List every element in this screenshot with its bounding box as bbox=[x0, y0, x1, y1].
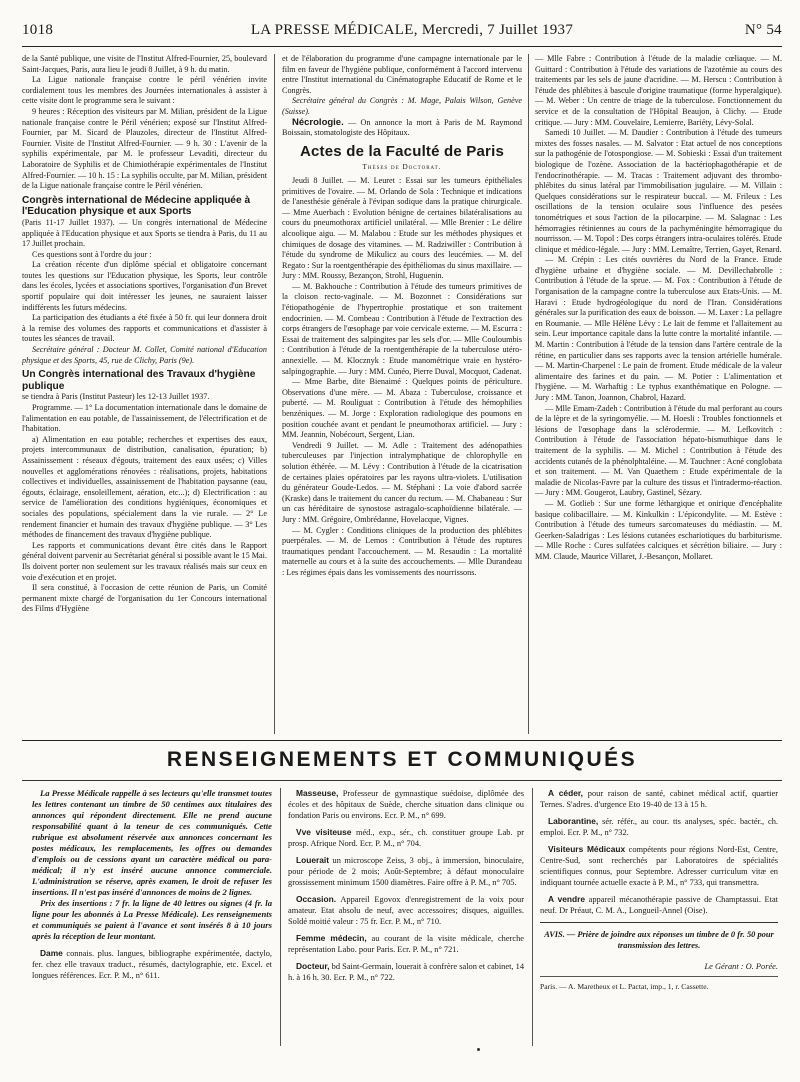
ad-lead: Occasion. bbox=[296, 894, 337, 904]
classified-ad bbox=[288, 855, 524, 888]
column-divider bbox=[280, 788, 281, 1046]
paragraph: de la Santé publique, une visite de l'Institut Alfred-Fournier, 25, boulevard Saint-Jacques, Paris, aura lieu le jeudi 8 Juillet, à 9 h. du matin. bbox=[22, 54, 267, 74]
running-header bbox=[22, 18, 782, 40]
paragraph: Les rapports et communications devant être cités dans le Rapport général doivent parvenir au Secrétariat général si possible avant le 15 Mai. Ils doivent porter non seulement sur les travaux réalisés mais sur ceux en voie d'exécution et en projet. bbox=[22, 540, 267, 582]
ad-lead: Masseuse, bbox=[296, 788, 339, 798]
theses-subhead: Thèses de Doctorat. bbox=[362, 163, 442, 172]
page-number: 1018 bbox=[22, 22, 54, 38]
headline-sports-congress: Congrès international de Médecine appliquée à l'Education physique et aux Sports bbox=[22, 194, 251, 218]
ad-text: au courant de la visite médicale, cherche représentation Labo. pour Paris. Ecr. P. M., n° 721. bbox=[288, 934, 524, 954]
ad-lead: Dame bbox=[40, 948, 63, 958]
headline-hygiene-congress: Un Congrès international des Travaux d'hygiène publique bbox=[22, 369, 256, 392]
paragraph: Secrétaire général : Docteur M. Collet, Comité national d'Education physique et des Sports, 45, rue de Clichy, Paris (9e). bbox=[22, 345, 267, 365]
ad-text: bd Saint-Germain, louerait à confrère salon et cabinet, 14 h. à 16 h. 30. Ecr. P. M., n° 722. bbox=[288, 962, 524, 982]
obituary bbox=[282, 118, 522, 139]
paragraph: — M. Crépin : Les cités ouvrières du Nord de la France. Etude d'hygiène urbaine et d'hygiène sociale. — M. Devillechabrolle : Contribution à l'étude de la sprue. — M. Fox : Contribution à l'étude de l'organisation de la campagne contre la tuberculose aux Etats-Unis. — M. Haravi : Etude hydrogéologique du nord de l'Iran. Considérations générales sur la purification des eaux de boisson. — M. Laxer : La pellagre en Roumanie. — Mlle Hélène Lévy : Le lait de femme et l'allaitement au sein. Leur importance capitale dans la lutte contre la mortalité infantile. — M. Martin : Contribution à l'étude de la tension dans l'artère centrale de la rétine, en particulier dans ses rapports avec la tension artérielle humérale. — M. Martin-Charpenel : Le pain de froment. Etude médicale de la valeur alimentaire des farines et du pain. — M. Potier : L'alimentation et l'hygiène. — M. Warhaftig : Le typhus exanthématique en Pologne. — Jury : MM. Tanon, Joannon, Chabrol, Hazard. bbox=[535, 255, 782, 402]
journal-title: LA PRESSE MÉDICALE, Mercredi, 7 Juillet 1937 bbox=[250, 22, 574, 38]
obituary-text: — On annonce la mort à Paris de M. Raymond Boissain, stomatologiste des Hôpitaux. bbox=[282, 117, 522, 138]
ad-text: un microscope Zeiss, 3 obj., à immersion, binoculaire, pour période de 2 mois; Août-Septembre; à défaut monoculaire grossissement minimum 1500 diamètres. Faire offre à P. M., n° 705. bbox=[288, 856, 524, 887]
paragraph: 9 heures : Réception des visiteurs par M. Milian, président de la Ligue nationale française contre le Péril vénérien; exposé sur l'Institut Alfred-Fournier, par M. Sicard de Plauzoles, directeur de l'Institut Alfred-Fournier. Visite de l'Institut Alfred-Fournier. — 9 h. 30 : L'avenir de la syphilis expérimentale, par M. le professeur Levaditi, directeur du Laboratoire de Syphilis et de Chimiothérapie expérimentales de l'Institut Alfred-Fournier. — 10 h. 15 : La syphilis occulte, par M. Milian, président de la Ligue nationale française contre le Péril vénérien. bbox=[22, 106, 267, 191]
paragraph: — M. Bakhouche : Contribution à l'étude des tumeurs primitives de la cloison recto-vaginale. — M. Bozonnet : Considérations sur l'étiopathogénie de l'hypertrophie prostatique et son traitement endocrinien. — M. Combeau : Contribution à l'étude de l'extraction des corps étrangers de l'œsophage par voie cervicale externe. — M. Escurra : Essai de traitement des salpingites par les sels d'or. — Mlle Couloumbis : Contribution à l'étude de la roentgenthérapie de la tuberculose utéro-annexielle. — M. Klocznyk : Etude manométrique vraie en hystéro-salpingographie. — Jury : MM. Cunéo, Pierre Duval, Mocquot, Cadenat. bbox=[282, 281, 522, 376]
ad-text: Appareil Egovox d'enregistrement de la voix pour amateur. Etat absolu de neuf, avec accessoires; disques, aiguilles. Soldé moitié valeur : 75 fr. Ecr. P. M., n° 710. bbox=[288, 895, 524, 926]
paragraph: a) Alimentation en eau potable; recherches et expertises des eaux, projets intercommunaux de distribution, canalisation, épuration; b) Assainissement : réseaux d'égouts, traitement des eaux usées; c) Villes nouvelles et agglomérations rénovées : réalisations, projets, habitations collectives et individuelles, assainissement de l'habitation paysanne (eau, égouts, éclairage, ensoleillement, aération, etc...); d) Electrification : au service de l'amélioration des conditions hygiéniques, économiques et sociales des populations, spécialement dans la vie rurale. — 2° Le rendement financier et humain des travaux d'hygiène publique. — 3° Les méthodes de financement des travaux d'hygiène publique. bbox=[22, 434, 267, 540]
classified-ad bbox=[540, 844, 778, 888]
prices-text: Prix des insertions : 7 fr. la ligne de 40 lettres ou signes (4 fr. la ligne pour les abonnés à La Presse Médicale). Les renseignements et communiqués se paient à l'avance et sont insérés 8 à 10 jours après la réception de leur montant. bbox=[32, 898, 272, 941]
classified-ad bbox=[540, 816, 778, 838]
gerant-line: Le Gérant : O. Porée. bbox=[540, 961, 778, 977]
ad-text: connais. plus. langues, bibliographe expérimentée, dactylo, fer. chez elle travaux traduct., résumés, dactylographie, etc. Excel. et longues références. Ecr. P. M., n° 611. bbox=[32, 949, 272, 980]
paragraph: — M. Gotlieb : Sur une forme léthargique et onirique d'encéphalite basique colibacillaire. — M. Kinkulkin : L'épicondylite. — M. Estève : Contribution à l'étude des tumeurs sarcomateuses du médiastin. — M. Geerken-Saladrigas : Les lésions cutanées eschariotiques du barbiturisme. — Mlle Roche : Cures sulfatées calciques et sécrétion biliaire. — Jury : MM. Claude, Maurice Villaret, J.-Besançon, Mollaret. bbox=[535, 498, 782, 561]
classified-ad bbox=[32, 948, 272, 981]
paragraph: Samedi 10 Juillet. — M. Daudier : Contribution à l'étude des tumeurs mixtes des fosses nasales. — M. Salvator : Etat actuel de nos conceptions sur la pathogénie de l'otospongiose. — M. Sobieski : Essai d'un traitement biologique de l'ozène. Association de la bactériophagothérapie et de l'endocrinothérapie. — M. Tracas : Traitement adjuvant des thrombo-phlébites du sinus latéral par l'immobilisation jugulaire. — M. Villain : Quelques considérations sur le respirateur buccal. — M. Frileux : Les oscillations de la tension oculaire sous l'influence des pesées tonométriques et sous l'action de la pilocarpine. — M. Salagnac : Les hémorragies rétiniennes au cours de la pachyméningite hémorragique du nourrisson. — M. Topol : Des corps étrangers intra-oculaires tolérés. Etude clinique et médico-légale. — Jury : MM. Lemaître, Terrien, Gayet, Renard. bbox=[535, 128, 782, 254]
ad-text: appareil mécanothérapie passive de Champtassui. Etat neuf. Dr Préaut, C. M. A., Longueil-Annel (Oise). bbox=[540, 895, 778, 915]
ad-lead: Louerait bbox=[296, 855, 330, 865]
ad-text: Professeur de gymnastique suédoise, diplômée des écoles et des hôpitaux de Suède, cherche situation dans clinique ou fondation Paris ou environs. Ecr. P. M., n° 699. bbox=[288, 789, 524, 820]
classified-ad bbox=[540, 788, 778, 810]
section-title: RENSEIGNEMENTS ET COMMUNIQUÉS bbox=[166, 748, 638, 771]
notice-text: La Presse Médicale rappelle à ses lecteurs qu'elle transmet toutes les lettres contenant un timbre de 50 centimes aux titulaires des annonces qui répondent directement. Elle ne prend aucune responsabilité quant à la teneur de ces communiqués. Cette rubrique est absolument réservée aux annonces concernant les postes médicaux, les remplacements, les offres ou demandes d'emplois ou de cessions ayant un caractère médical ou para-médical; il n'y est inséré aucune annonce commerciale. L'administration se réserve, après examen, le droit de refuser les insertions. Il n'est pas inséré d'annonces de moins de 2 lignes. bbox=[32, 788, 272, 897]
paragraph: La participation des étudiants a été fixée à 50 fr. qui leur donnera droit à la remise des volumes des rapports et communications et d'assister à toutes les séances de travail. bbox=[22, 313, 267, 344]
obituary-label: Nécrologie. bbox=[292, 116, 344, 128]
section-rule bbox=[22, 780, 782, 781]
paragraph: Secrétaire général du Congrès : M. Mage, Palais Wilson, Genève (Suisse). bbox=[282, 96, 522, 116]
paragraph: La Ligue nationale française contre le péril vénérien invite cordialement tous les membres des Journées internationales à assister à cette visite dont le programme sera le suivant : bbox=[22, 75, 267, 106]
paragraph: et de l'élaboration du programme d'une campagne internationale par le film en faveur de l'hygiène publique, conformément à l'accord intervenu entre l'Institut international du Cinématographe Educatif de Rome et le Congrès. bbox=[282, 54, 522, 95]
ad-text: sér. référ., au cour. tts analyses, spéc. bactér., ch. emploi. Ecr. P. M., n° 732. bbox=[540, 817, 778, 837]
paragraph: Ces questions sont à l'ordre du jour : bbox=[32, 249, 152, 259]
classified-ad bbox=[288, 961, 524, 983]
paragraph: — Mlle Fabre : Contribution à l'étude de la maladie cœliaque. — M. Guittard : Contribution à l'étude des variations de l'azotémie au cours des traitements par les sels de jaune d'acridine. — M. Herscu : Contribution à l'étude des phlébites à bascule d'origine traumatique (forme hyperalgique). — M. Weber : Un centre de triage de la tuberculose. Fonctionnement du service et de la consultation de l'Hôpital Beaujon, à Clichy. — Etude critique. — Jury : MM. Couvelaire, Lemierre, Bariéty, Lévy-Solal. bbox=[535, 54, 782, 127]
paragraph: Programme. — 1° La documentation internationale dans le domaine de l'alimentation en eau potable, de l'assainissement, de l'électrification et de l'habitation. bbox=[22, 403, 267, 434]
ad-text: compétents pour régions Nord-Est, Centre, Centre-Sud, sont recherchés par Laboratoires de spécialités scientifiques connus, pour Septembre. Adresser curriculum vitæ en indiquant tournée actuelle exacte à P. M., n° 733, qui transmettra. bbox=[540, 845, 778, 887]
column-divider bbox=[532, 788, 533, 1046]
paragraph: — M. Cygler : Conditions cliniques de la production des phlébites puerpérales. — M. de Lemos : Contribution à l'étude des ruptures traumatiques pendant l'accouchement. — M. Resaudin : La mortalité maternelle au cours et à la suite des accouchements. — Mlle Durandeau : Les régimes épais dans les vomissements des nourrissons. bbox=[282, 525, 522, 577]
section-rule bbox=[22, 740, 782, 741]
classified-ad bbox=[288, 894, 524, 927]
paragraph: — Mlle Emam-Zadeh : Contribution à l'étude du mal perforant au cours de la lèpre et de la syringomyélie. — M. Hoesli : Troubles fonctionnels et lésions de l'œsophage dans la sclérodermie. — M. Lefkovitch : Contribution à l'étude de l'association hépato-bismuthique dans le traitement de la syphilis. — M. Michel : Contribution à l'étude des accidents cutanés de la phénolphtaléine. — M. Tauchner : Acné conglobata et son traitement. — M. Van Quaethem : Etude expérimentale de la maladie de Nicolas-Favre par la culture des tissus et l'intradermo-réaction. — Jury : MM. Gougerot, Laubry, Gastinel, Sézary. bbox=[535, 403, 782, 498]
ad-lead: A vendre bbox=[548, 894, 586, 904]
paragraph: (Paris 11-17 Juillet 1937). — Un congrès international de Médecine appliquée à l'Education physique et aux Sports se tiendra à Paris, du 11 au 17 Juillet prochain. bbox=[22, 217, 267, 249]
ad-lead: A céder, bbox=[548, 788, 583, 798]
classified-ad bbox=[540, 894, 778, 916]
header-rule bbox=[22, 46, 782, 47]
newspaper-page bbox=[22, 18, 782, 1068]
paragraph: Jeudi 8 Juillet. — M. Leuret : Essai sur les tumeurs épithéliales primitives de l'ovaire. — M. Orlando de Sola : Technique et indications de l'anesthésie générale à l'évipan sodique dans la pratique chirurgicale. — Mme Auerbach : Evolution bénigne de certaines bilatéralisations au cours du pneumothorax artificiel unilatéral. — Mlle Brenier : Le délire alcoolique aigu. — M. Malabou : Etude sur les méthodes physiques et chimiques de dosage des vitamines. — M. Radziwiller : Contribution à l'étude du syndrome de Mikulicz au cours des leucémies. — M. del Regato : Sur la roentgenthérapie des épithéliomas du sinus maxillaire. — Jury : MM. Roussy, Bezançon, Strohl, Huguenin. bbox=[282, 175, 522, 281]
paragraph: se tiendra à Paris (Institut Pasteur) les 12-13 Juillet 1937. bbox=[22, 392, 210, 402]
classified-ad bbox=[288, 788, 524, 821]
faculty-section-title: Actes de la Faculté de Paris bbox=[299, 142, 505, 160]
ad-lead: Visiteurs Médicaux bbox=[548, 844, 626, 854]
classifieds-column-2 bbox=[288, 788, 524, 1058]
column-divider bbox=[274, 54, 275, 734]
ad-lead: Femme médecin, bbox=[296, 933, 367, 943]
ads-list bbox=[288, 788, 524, 983]
ad-lead: Vve visiteuse bbox=[296, 827, 352, 837]
ink-dot bbox=[477, 1048, 480, 1051]
classifieds-column-1 bbox=[32, 788, 272, 1058]
ad-text: pour raison de santé, cabinet médical actif, quartier Ternes. S'adres. d'urgence Eto 19-40 de 13 à 15 h. bbox=[540, 789, 778, 809]
paragraph: La création récente d'un diplôme spécial et obligatoire concernant toutes les questions sur l'Education physique, les Sports, leur contrôle dans les écoles, lycées et associations sportives, l'organisation d'un Brevet sportif populaire qui doit intéresser les jeunes, ne sauraient laisser indifférents les futurs médecins. bbox=[22, 260, 267, 312]
classifieds-column-3 bbox=[540, 788, 778, 1058]
column-divider bbox=[528, 54, 529, 734]
issue-number: N° 54 bbox=[744, 22, 782, 38]
avis-notice: AVIS. — Prière de joindre aux réponses un timbre de 0 fr. 50 pour transmission des lettres. bbox=[540, 922, 778, 951]
ad-text: méd., exp., sér., ch. constituer groupe Lab. pr prosp. Afrique Nord. Ecr. P. M., n° 704. bbox=[288, 828, 524, 848]
column-2 bbox=[282, 54, 522, 734]
classified-ad bbox=[288, 827, 524, 849]
column-1 bbox=[22, 54, 267, 734]
ads-list bbox=[540, 788, 778, 916]
printer-line: Paris. — A. Maretheux et L. Pactat, imp., 1, r. Cassette. bbox=[540, 982, 709, 991]
ad-lead: Laborantine, bbox=[548, 816, 599, 826]
paragraph: Il sera constitué, à l'occasion de cette réunion de Paris, un Comité permanent mixte chargé de l'organisation du 1er Concours international des Films d'Hygiène bbox=[22, 583, 267, 614]
paragraph: Vendredi 9 Juillet. — M. Adle : Traitement des adénopathies tuberculeuses par l'injection intralymphatique de chlorophylle en solution éthérée. — M. Lévy : Contribution à l'étude de la cicatrisation de certaines plaies opératoires par les rayons ultra-violets. L'utilisation du générateur Goude-Ledos. — M. Stéphani : La voie d'abord sacrée (Kraske) dans le traitement du cancer du rectum. — M. Chabaneau : Sur un cas héréditaire de synostose astragalo-scaphoïdienne bilatérale. — Jury : MM. Grégoire, Ombrédanne, Hovelacque, Vignes. bbox=[282, 440, 522, 524]
ads-list bbox=[32, 948, 272, 981]
ad-lead: Docteur, bbox=[296, 961, 330, 971]
column-3 bbox=[535, 54, 782, 734]
paragraph: — Mme Barbe, dite Bienaimé : Quelques points de périculture. Observations d'une mère. — M. Abaza : Tuberculose, croissance et puberté. — M. Rouliguat : Contribution à l'étude des hémophilies benzéniques. — M. Jorge : Exploration radiologique des poumons en position couchée avant et pendant le pneumothorax artificiel. — Jury : MM. Jeannin, Nobécourt, Sergent, Lian. bbox=[282, 377, 522, 440]
classified-ad bbox=[288, 933, 524, 955]
